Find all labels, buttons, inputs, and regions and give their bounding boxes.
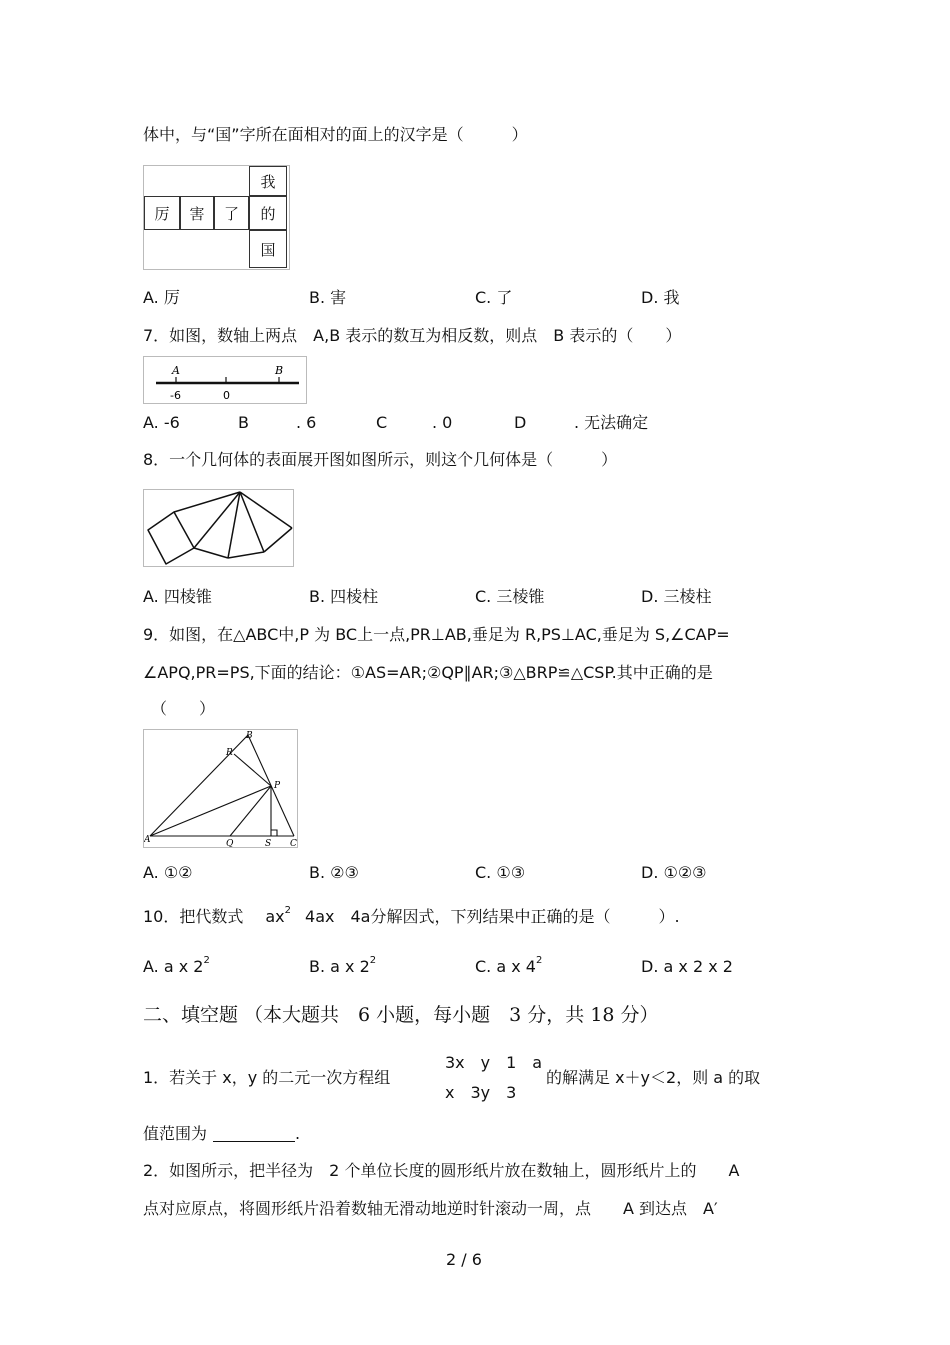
cube-net-figure [143,165,290,270]
q8-option-b: B. 四棱柱 [309,587,379,606]
tick-label-zero: 0 [223,389,230,402]
f1-stem-start: 1．若关于 x，y 的二元一次方程组 [143,1068,391,1087]
net-cell-3: 了 [214,196,249,230]
label-c: C [290,839,297,848]
net-edge-8 [264,528,292,552]
q8-option-d: D. 三棱柱 [641,587,712,606]
label-r: R [226,748,233,758]
net-edge-3 [194,548,228,558]
tick-label-neg6: -6 [170,389,181,402]
q6-option-d: D. 我 [641,288,680,307]
q6-option-c: C. 了 [475,288,513,307]
net-cell-top: 我 [249,166,287,196]
q8-option-c: C. 三棱锥 [475,587,545,606]
q10-stem-start: 10．把代数式 [143,907,244,926]
net-square-left [148,512,194,564]
segment-pq [230,786,271,836]
q10-option-a [143,955,210,976]
q6-option-a: A. 厉 [143,288,180,307]
label-s: S [265,839,272,848]
net-edge-5 [228,552,264,558]
q10-option-d [641,959,733,975]
net-edge-1 [174,492,240,512]
f1-stem-end: 的解满足 x＋y＜2，则 a 的取 [546,1068,761,1087]
q9-option-b: B. ②③ [309,863,359,882]
f2-line-2: 点对应原点，将圆形纸片沿着数轴无滑动地逆时针滚动一周，点 A 到达点 A′ [143,1199,718,1218]
q10-expr-ax: ax [265,907,285,926]
triangle-figure [143,729,298,848]
label-q: Q [226,839,234,848]
section-2-heading: 二、填空题 （本大题共 6 小题，每小题 3 分，共 18 分） [143,1004,659,1026]
q9-option-a: A. ①② [143,863,193,882]
side-ab [150,735,248,836]
answer-blank[interactable] [213,1127,295,1142]
segment-pr [234,754,271,786]
page-number: 2 / 6 [446,1250,482,1269]
q10-option-d-text: D. a x 2 x 2 [641,957,733,976]
q6-stem: 体中，与“国”字所在面相对的面上的汉字是（ ） [143,125,528,144]
q9-line-1: 9．如图，在△ABC中,P 为 BC上一点,PR⊥AB,垂足为 R,PS⊥AC,垂足为 S,∠CAP= [143,625,730,644]
q7-option-d-letter: D [514,413,527,432]
q10-option-a-text: A. a x 2 [143,957,204,976]
q7-option-a: A. -6 [143,413,180,432]
f1-period: . [295,1124,301,1143]
q7-option-b-value: . 6 [296,413,317,432]
q9-line-3: （ ） [151,699,216,718]
label-p: P [274,781,281,791]
q7-option-c-value: . 0 [432,413,453,432]
f1-line-2 [143,1126,300,1142]
q10-stem-end: 分解因式，下列结果中正确的是（ ）. [370,907,680,926]
q9-option-c: C. ①③ [475,863,526,882]
net-cell-4: 的 [249,196,287,230]
right-angle-mark [271,830,277,836]
q9-option-d: D. ①②③ [641,863,707,882]
number-line-figure [143,356,307,404]
f1-equation-2: x 3y 3 [445,1083,517,1102]
net-figure [143,489,294,567]
net-cell-2: 害 [180,196,214,230]
q8-stem: 8．一个几何体的表面展开图如图所示，则这个几何体是（ ） [143,450,618,469]
q9-line-2: ∠APQ,PR=PS,下面的结论：①AS=AR;②QP∥AR;③△BRP≌△CSP.其中正确的是 [143,663,713,682]
q10-option-c [475,955,543,976]
q10-expr-rest: 4ax 4a [305,907,371,926]
point-a-label: A [172,364,180,377]
q7-option-c-letter: C [376,413,388,432]
q8-option-a: A. 四棱锥 [143,587,212,606]
q10-option-c-text: C. a x 4 [475,957,536,976]
q10-option-c-power: 2 [535,955,543,966]
q10-option-a-power: 2 [203,955,210,966]
segment-ap [150,786,271,836]
net-cell-1: 厉 [144,196,180,230]
q10-option-b [309,955,377,976]
q10-option-b-power: 2 [369,955,377,966]
q6-option-b: B. 害 [309,288,347,307]
q10-expr-power: 2 [284,905,292,916]
q7-option-d-value: . 无法确定 [574,413,649,432]
net-edge-2 [194,492,240,548]
label-b: B [246,731,253,741]
label-a: A [144,835,151,845]
f1-equation-1: 3x y 1 a [445,1053,543,1072]
net-cell-5: 国 [249,230,287,268]
net-edge-4 [228,492,240,558]
f2-line-1: 2．如图所示，把半径为 2 个单位长度的圆形纸片放在数轴上，圆形纸片上的 A [143,1161,740,1180]
point-b-label: B [275,364,284,377]
q10-stem [143,905,680,926]
q7-stem: 7．如图，数轴上两点 A,B 表示的数互为相反数，则点 B 表示的（ ） [143,326,682,345]
q10-option-b-text: B. a x 2 [309,957,370,976]
q7-option-b-letter: B [238,413,249,432]
f1-range-label: 值范围为 [143,1124,208,1143]
